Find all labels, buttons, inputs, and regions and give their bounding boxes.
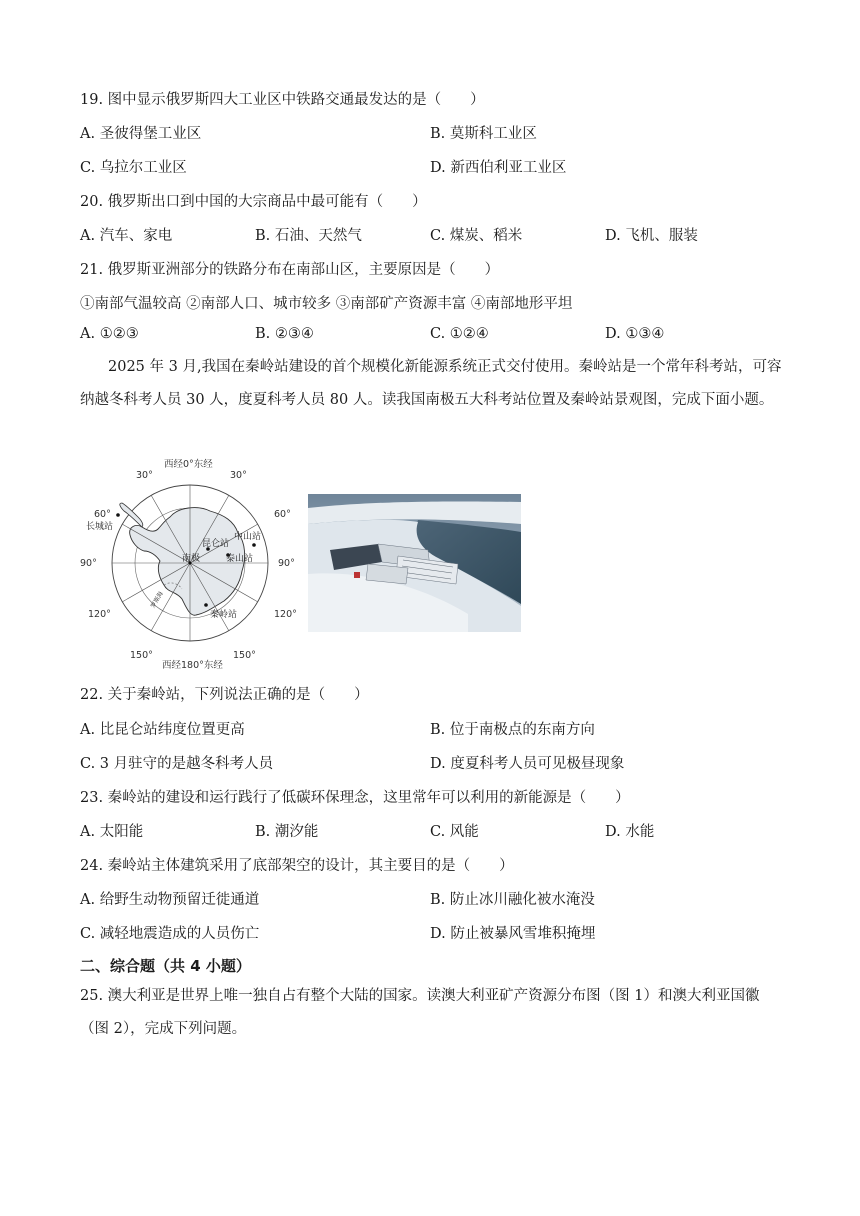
- intro-paragraph: [80, 351, 782, 417]
- question-25: 25. 澳大利亚是世界上唯一独自占有整个大陆的国家。读澳大利亚矿产资源分布图（图 1）和澳大利亚国徽（图 2），完成下列问题。: [80, 988, 760, 1037]
- map-label-150w: 150°: [130, 650, 153, 661]
- map-label-150e: 150°: [233, 650, 256, 661]
- q23-option-b: B. 潮汐能: [255, 824, 319, 840]
- q23-option-d: D. 水能: [605, 824, 655, 840]
- south-pole-marker: [182, 552, 200, 565]
- ross-sea-label: 罗斯海: [149, 590, 165, 610]
- section-2-heading: 二、综合题（共 4 小题）: [80, 957, 251, 975]
- q21-option-d: D. ①③④: [605, 326, 665, 342]
- question-19-stem: 19. 图中显示俄罗斯四大工业区中铁路交通最发达的是（ ）: [80, 92, 485, 108]
- station-changcheng-label: 长城站: [86, 522, 114, 532]
- q20-option-b: B. 石油、天然气: [255, 228, 362, 244]
- question-24-stem: 24. 秦岭站主体建筑采用了底部架空的设计，其主要目的是（ ）: [80, 858, 514, 874]
- station-kunlun-label: 昆仑站: [202, 539, 230, 549]
- q21-statements: ①南部气温较高 ②南部人口、城市较多 ③南部矿产资源丰富 ④南部地形平坦: [80, 296, 573, 312]
- station-taishan-label: 泰山站: [226, 554, 254, 564]
- station-taishan: [226, 552, 253, 564]
- q22-option-a: A. 比昆仑站纬度位置更高: [80, 722, 245, 738]
- map-label-60e: 60°: [274, 509, 291, 520]
- q23-option-a: A. 太阳能: [80, 824, 144, 840]
- q24-option-c: C. 减轻地震造成的人员伤亡: [80, 926, 260, 942]
- q20-option-a: A. 汽车、家电: [80, 228, 173, 244]
- map-label-60w: 60°: [94, 509, 111, 520]
- q24-option-a: A. 给野生动物预留迁徙通道: [80, 892, 260, 908]
- q21-option-c: C. ①②④: [430, 326, 489, 342]
- map-label-30w: 30°: [136, 470, 153, 481]
- q21-option-a: A. ①②③: [80, 326, 139, 342]
- question-20-stem: 20. 俄罗斯出口到中国的大宗商品中最可能有（ ）: [80, 194, 427, 210]
- q24-option-b: B. 防止冰川融化被水淹没: [430, 892, 595, 908]
- map-label-120w: 120°: [88, 609, 111, 620]
- antarctica-polar-map: [78, 455, 303, 670]
- station-zhongshan-label: 中山站: [234, 532, 262, 542]
- question-21-stem: 21. 俄罗斯亚洲部分的铁路分布在南部山区，主要原因是（ ）: [80, 262, 500, 278]
- q22-option-d: D. 度夏科考人员可见极昼现象: [430, 756, 625, 772]
- qinling-station-photo: [308, 494, 521, 632]
- south-pole-label: 南极: [182, 554, 201, 564]
- question-23-stem: 23. 秦岭站的建设和运行践行了低碳环保理念，这里常年可以利用的新能源是（ ）: [80, 790, 630, 806]
- q24-option-d: D. 防止被暴风雪堆积掩埋: [430, 926, 596, 942]
- q19-option-a: A. 圣彼得堡工业区: [80, 126, 202, 142]
- q23-option-c: C. 风能: [430, 824, 479, 840]
- map-label-90w: 90°: [80, 558, 97, 569]
- station-kunlun: [202, 537, 229, 551]
- q21-option-b: B. ②③④: [255, 326, 314, 342]
- q19-option-d: D. 新西伯利亚工业区: [430, 160, 567, 176]
- intro-text: 2025 年 3 月,我国在秦岭站建设的首个规模化新能源系统正式交付使用。秦岭站是一个常年科考站，可容纳越冬科考人员 30 人，度夏科考人员 80 人。读我国南极五大科考站位置及秦岭站景观图，完成下面小题。: [80, 359, 782, 408]
- q20-option-d: D. 飞机、服装: [605, 228, 698, 244]
- map-label-90e: 90°: [278, 558, 295, 569]
- question-22-stem: 22. 关于秦岭站，下列说法正确的是（ ）: [80, 687, 369, 703]
- q22-option-c: C. 3 月驻守的是越冬科考人员: [80, 756, 274, 772]
- q19-option-b: B. 莫斯科工业区: [430, 126, 537, 142]
- q19-option-c: C. 乌拉尔工业区: [80, 160, 187, 176]
- map-top-label: 西经0°东经: [164, 459, 213, 470]
- station-qinling-label: 秦岭站: [210, 610, 238, 620]
- map-label-120e: 120°: [274, 609, 297, 620]
- q20-option-c: C. 煤炭、稻米: [430, 228, 523, 244]
- q22-option-b: B. 位于南极点的东南方向: [430, 722, 595, 738]
- map-label-30e: 30°: [230, 470, 247, 481]
- map-bottom-label: 西经180°东经: [162, 660, 223, 670]
